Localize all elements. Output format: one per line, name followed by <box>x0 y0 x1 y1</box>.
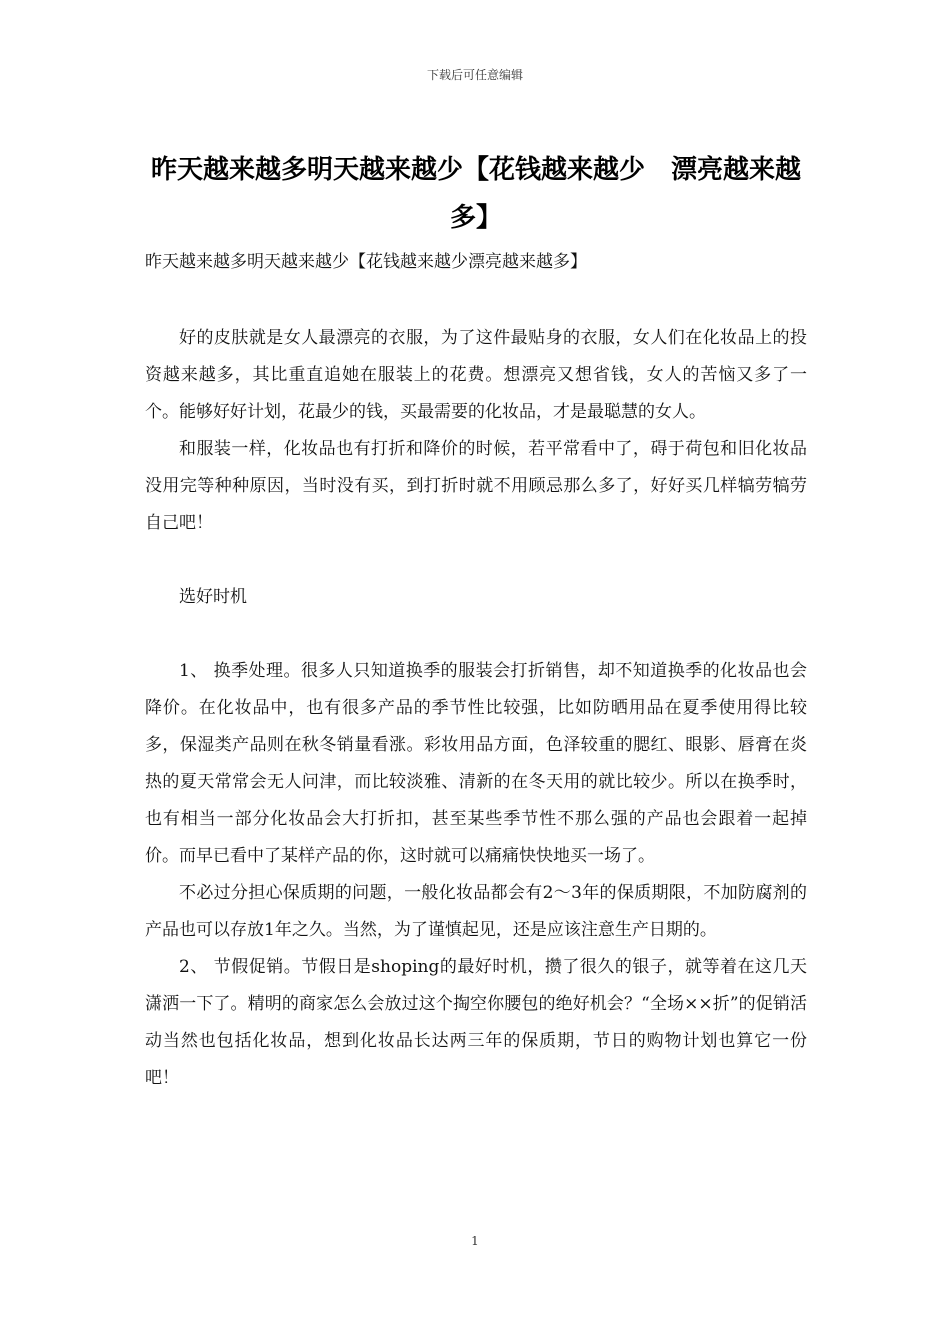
document-subtitle: 昨天越来越多明天越来越少【花钱越来越少漂亮越来越多】 <box>145 252 587 272</box>
paragraph: 2、 节假促销。节假日是shoping的最好时机，攒了很久的银子，就等着在这几天潇洒一下了。精明的商家怎么会放过这个掏空你腰包的绝好机会？“全场××折”的促销活动当然也包括化妆品，想到化妆品长达两三年的保质期，节日的购物计划也算它一份吧！ <box>145 957 807 1088</box>
document-body <box>145 320 807 1097</box>
section-heading: 选好时机 <box>179 587 247 607</box>
paragraph: 和服装一样，化妆品也有打折和降价的时候，若平常看中了，碍于荷包和旧化妆品没用完等种种原因，当时没有买，到打折时就不用顾忌那么多了，好好买几样犒劳犒劳自己吧！ <box>145 439 807 533</box>
page-number: 1 <box>471 1234 479 1248</box>
document-title: 昨天越来越多明天越来越少【花钱越来越少 漂亮越来越多】 <box>150 155 801 233</box>
paragraph: 好的皮肤就是女人最漂亮的衣服，为了这件最贴身的衣服，女人们在化妆品上的投资越来越多，其比重直追她在服装上的花费。想漂亮又想省钱，女人的苦恼又多了一个。能够好好计划，花最少的钱，买最需要的化妆品，才是最聪慧的女人。 <box>145 328 807 422</box>
paragraph: 不必过分担心保质期的问题，一般化妆品都会有2～3年的保质期限，不加防腐剂的产品也可以存放1年之久。当然，为了谨慎起见，还是应该注意生产日期的。 <box>145 883 807 940</box>
header-note: 下载后可任意编辑 <box>426 68 523 82</box>
paragraph: 1、 换季处理。很多人只知道换季的服装会打折销售，却不知道换季的化妆品也会降价。在化妆品中，也有很多产品的季节性比较强，比如防晒用品在夏季使用得比较多，保湿类产品则在秋冬销量看涨。彩妆用品方面，色泽较重的腮红、眼影、唇膏在炎热的夏天常常会无人问津，而比较淡雅、清新的在冬天用的就比较少。所以在换季时，也有相当一部分化妆品会大打折扣，甚至某些季节性不那么强的产品也会跟着一起掉价。而早已看中了某样产品的你，这时就可以痛痛快快地买一场了。 <box>145 661 807 866</box>
